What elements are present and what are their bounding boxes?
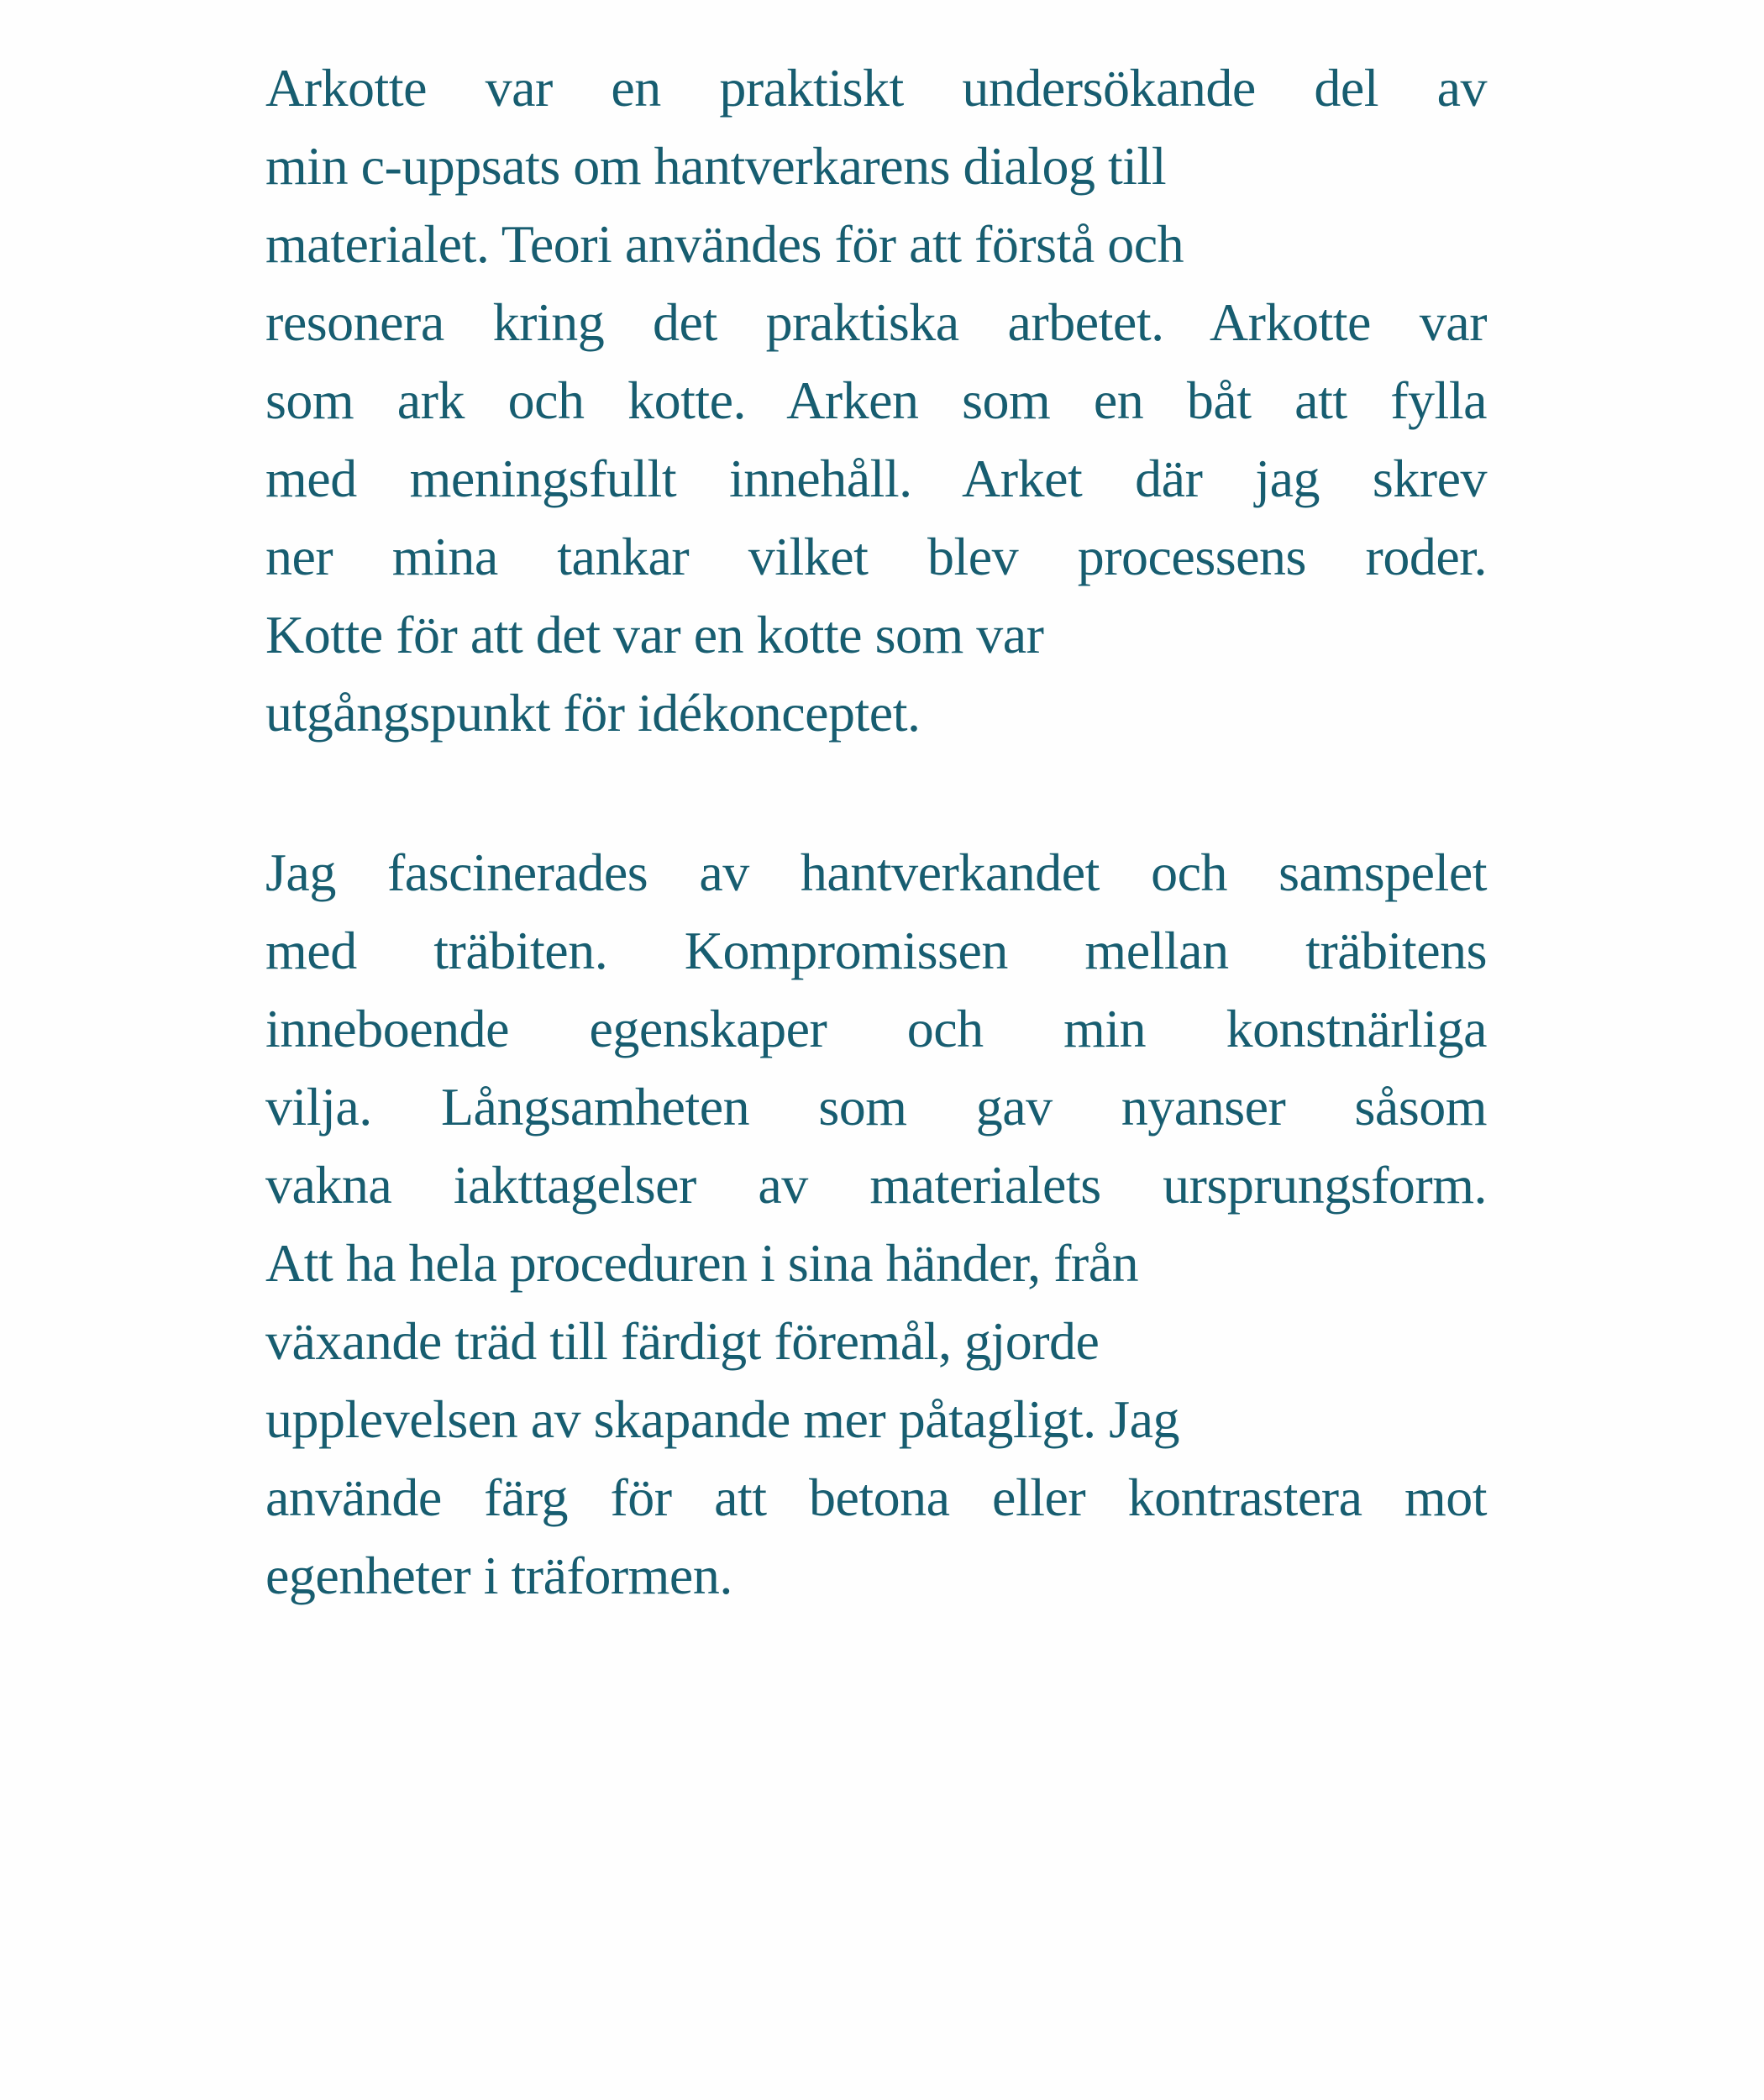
- text-line: utgångspunkt för idékonceptet.: [265, 683, 921, 743]
- text-line: Kotte för att det var en kotte som var: [265, 605, 1044, 664]
- text-line: Att ha hela proceduren i sina händer, från: [265, 1233, 1139, 1293]
- text-line: upplevelsen av skapande mer påtagligt. Jag: [265, 1389, 1179, 1449]
- text-line: vilja. Långsamheten som gav nyanser såsom: [265, 1077, 1487, 1137]
- text-line: vakna iakttagelser av materialets ursprungsform.: [265, 1155, 1487, 1215]
- text-line: med meningsfullt innehåll. Arket där jag skrev: [265, 449, 1487, 508]
- text-line: Arkotte var en praktiskt undersökande del av: [265, 58, 1487, 118]
- text-line: egenheter i träformen.: [265, 1546, 732, 1605]
- text-line: min c-uppsats om hantverkarens dialog till: [265, 136, 1167, 196]
- text-line: resonera kring det praktiska arbetet. Arkotte var: [265, 292, 1487, 352]
- text-line: Jag fascinerades av hantverkandet och samspelet: [265, 843, 1487, 902]
- text-line: växande träd till färdigt föremål, gjorde: [265, 1311, 1100, 1371]
- paragraph-1: [265, 49, 1487, 752]
- paragraph-2: [265, 833, 1487, 1614]
- text-line: materialet. Teori användes för att förstå och: [265, 214, 1184, 274]
- text-line: med träbiten. Kompromissen mellan träbitens: [265, 921, 1487, 980]
- text-line: inneboende egenskaper och min konstnärliga: [265, 999, 1487, 1058]
- text-line: ner mina tankar vilket blev processens roder.: [265, 527, 1487, 586]
- text-line: som ark och kotte. Arken som en båt att fylla: [265, 370, 1487, 430]
- text-line: använde färg för att betona eller kontrastera mot: [265, 1467, 1487, 1527]
